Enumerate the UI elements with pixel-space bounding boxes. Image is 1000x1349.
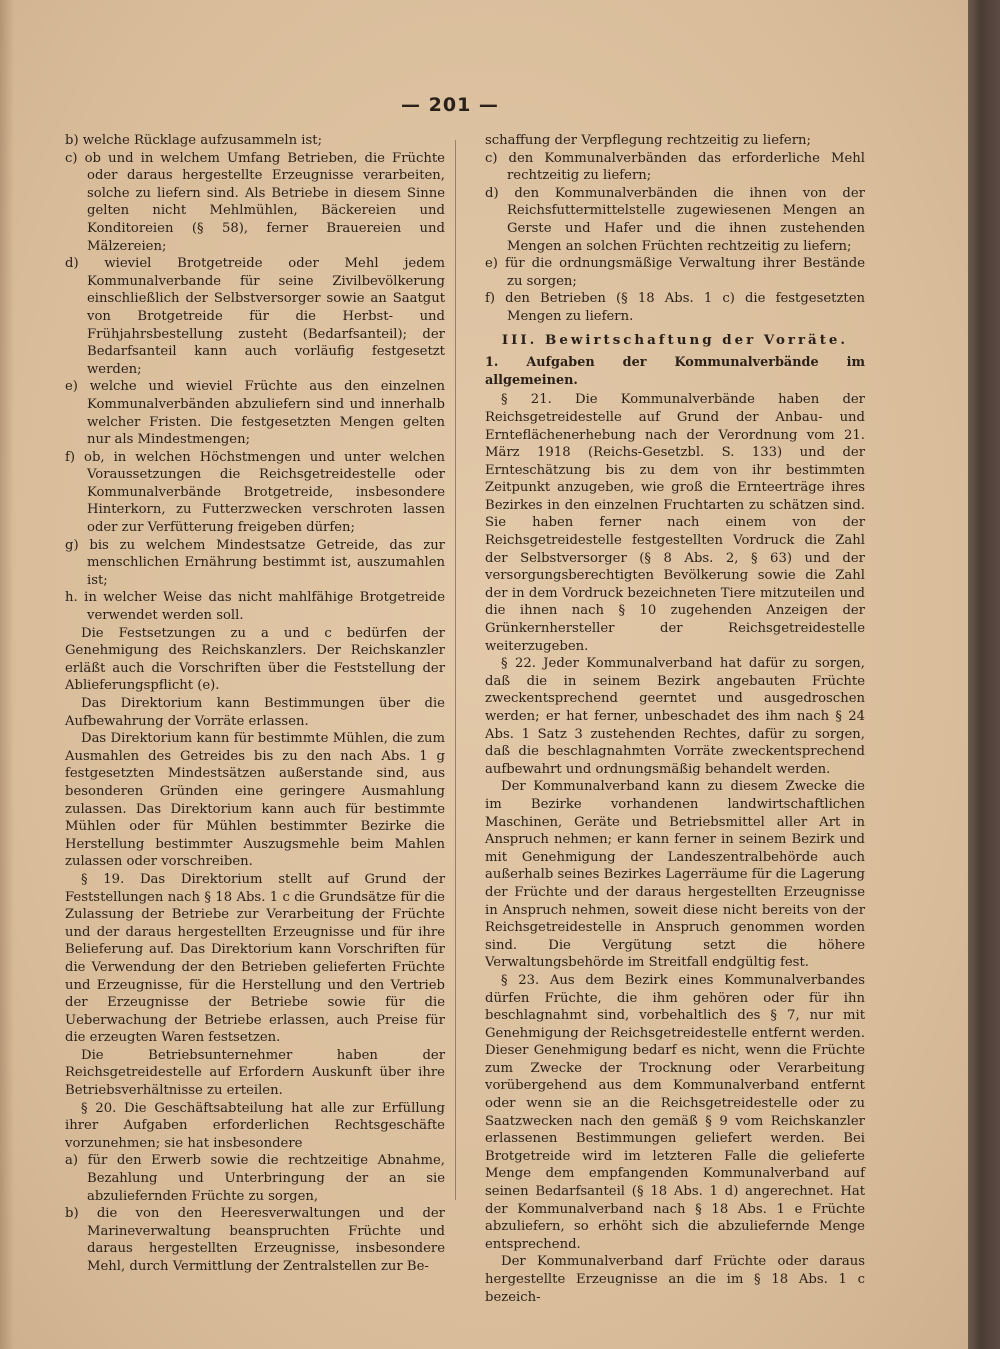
left-list-item: h. in welcher Weise das nicht mahlfähige Brotgetreide verwendet werden soll. [65, 590, 445, 624]
right-continued-text: schaffung der Verpflegung rechtzeitig zu liefern; [485, 133, 811, 148]
left-list-item: c) ob und in welchem Umfang Betrieben, die Früchte oder daraus hergestellte Erzeugnisse verarbeiten, solche zu liefern sind. Als Betriebe in diesem Sinne gelten nicht Mehlmühlen, Bäckereien und Konditoreien (§ 58), ferner Brauereien und Mälzereien; [65, 150, 445, 254]
left-paragraph: Das Direktorium kann für bestimmte Mühlen, die zum Ausmahlen des Getreides bis zu den nach Abs. 1 g festgesetzten Mindestsätzen außerstande sind, aus besonderen Gründen eine geringere Ausmahlung zulassen. Das Direktorium kann auch für bestimmte Mühlen oder für Mühlen bestimmter Bezirke die Herstellung bestimmter Auszugsmehle beim Mahlen zulassen oder vorschreiben. [65, 731, 445, 870]
right-subsection-heading: 1. Aufgaben der Kommunalverbände im allgemeinen. [485, 355, 865, 388]
right-section-heading: III. Bewirtschaftung der Vorräte. [501, 331, 849, 348]
right-paragraph: Der Kommunalverband darf Früchte oder daraus hergestellte Erzeugnisse an die im § 18 Abs. 1 c bezeich- [485, 1254, 865, 1305]
left-list-item: b) die von den Heeresverwaltungen und der Marineverwaltung beanspruchten Früchte und daraus hergestellten Erzeugnisse, insbesondere Mehl, durch Vermittlung der Zentralstellen zur Be- [65, 1206, 445, 1274]
right-list-item: e) für die ordnungsmäßige Verwaltung ihrer Bestände zu sorgen; [485, 256, 865, 289]
right-list-item: d) den Kommunalverbänden die ihnen von der Reichsfuttermittelstelle zugewiesenen Mengen an Gerste und Hafer und die ihnen zustehenden Mengen an solchen Früchten rechtzeitig zu liefern; [485, 185, 865, 254]
left-paragraph: Das Direktorium kann Bestimmungen über die Aufbewahrung der Vorräte erlassen. [65, 696, 445, 729]
left-column [65, 132, 445, 1276]
left-paragraph: § 20. Die Geschäftsabteilung hat alle zur Erfüllung ihrer Aufgaben erforderlichen Rechtsgeschäfte vorzunehmen; sie hat insbesondere [65, 1100, 445, 1151]
right-paragraph: § 21. Die Kommunalverbände haben der Reichsgetreidestelle auf Grund der Anbau- und Ernteflächenerhebung nach der Verordnung vom 21. März 1918 (Reichs-Gesetzbl. S. 133) und der Ernteschätzung bis zu dem von ihr bestimmten Zeitpunkt anzugeben, wie groß die Ernteerträge ihres Bezirkes in den einzelnen Fruchtarten zu schätzen sind. Sie haben ferner nach einem von der Reichsgetreidestelle festgestellten Vordruck die Zahl der Selbstversorger (§ 8 Abs. 2, § 63) und der versorgungsberechtigten Bevölkerung sowie die Zahl der in dem Vordruck bezeichneten Tiere mitzuteilen und die ihnen nach § 10 zugehenden Anzeigen der Grünkernhersteller der Reichsgetreidestelle weiterzugeben. [485, 392, 865, 654]
left-paragraph: § 19. Das Direktorium stellt auf Grund der Feststellungen nach § 18 Abs. 1 c die Grundsätze für die Zulassung der Betriebe zur Verarbeitung der Früchte und der daraus hergestellten Erzeugnisse und für ihre Belieferung auf. Das Direktorium kann Vorschriften für die Verwendung der den Betrieben gelieferten Früchte und Erzeugnisse, für die Herstellung und den Vertrieb der Erzeugnisse der Betriebe sowie für die Ueberwachung der Betriebe erlassen, auch Preise für die erzeugten Waren festsetzen. [65, 871, 445, 1046]
column-divider [455, 140, 456, 1200]
left-list-item: f) ob, in welchen Höchstmengen und unter welchen Voraussetzungen die Reichsgetreidestelle oder Kommunalverbände Brotgetreide, insbesondere Hinterkorn, zu Futterzwecken verschroten lassen oder zur Verfütterung freigeben dürfen; [65, 449, 445, 536]
left-list-item: a) für den Erwerb sowie die rechtzeitige Abnahme, Bezahlung und Unterbringung der an sie abzuliefernden Früchte zu sorgen, [65, 1153, 445, 1204]
left-list-item: d) wieviel Brotgetreide oder Mehl jedem Kommunalverbande für seine Zivilbevölkerung einschließlich der Selbstversorger sowie an Saatgut von Brotgetreide für die Herbst- und Frühjahrsbestellung zusteht (Bedarfsanteil); der Bedarfsanteil kann auch vorläufig festgesetzt werden; [65, 256, 445, 377]
left-list-item: g) bis zu welchem Mindestsatze Getreide, das zur menschlichen Ernährung bestimmt ist, auszumahlen ist; [65, 537, 445, 588]
page-number: — 201 — [401, 94, 499, 116]
book-spine [968, 0, 1000, 1349]
left-list-item: e) welche und wieviel Früchte aus den einzelnen Kommunalverbänden abzuliefern sind und innerhalb welcher Fristen. Die festgesetzten Mengen gelten nur als Mindestmengen; [65, 379, 445, 448]
left-list-item: b) welche Rücklage aufzusammeln ist; [65, 133, 323, 148]
left-paragraph: Die Betriebsunternehmer haben der Reichsgetreidestelle auf Erfordern Auskunft über ihre Betriebsverhältnisse zu erteilen. [65, 1047, 445, 1099]
left-paragraph: Die Festsetzungen zu a und c bedürfen der Genehmigung des Reichskanzlers. Der Reichskanzler erläßt auch die Vorschriften über die Feststellung der Ablieferungspflicht (e). [65, 625, 445, 694]
right-paragraph: Der Kommunalverband kann zu diesem Zwecke die im Bezirke vorhandenen landwirtschaftlichen Maschinen, Geräte und Betriebsmittel aller Art in Anspruch nehmen; er kann ferner in seinem Bezirk und mit Genehmigung der Landeszentralbehörde auch außerhalb seines Bezirkes Lagerräume für die Lagerung der Früchte und der daraus hergestellten Erzeugnisse in Anspruch nehmen, soweit diese nicht bereits von der Reichsgetreidestelle in Anspruch genommen worden sind. Die Vergütung setzt die höhere Verwaltungsbehörde im Streitfall endgültig fest. [485, 779, 865, 971]
right-column [485, 132, 865, 1306]
right-paragraph: § 23. Aus dem Bezirk eines Kommunalverbandes dürfen Früchte, die ihm gehören oder für ihn beschlagnahmt sind, vorbehaltlich des § 7, nur mit Genehmigung der Reichsgetreidestelle entfernt werden. Dieser Genehmigung bedarf es nicht, wenn die Früchte zum Zwecke der Trocknung oder Verarbeitung vorübergehend aus dem Kommunalverband entfernt oder wenn sie an die Reichsgetreidestelle oder zu Saatzwecken nach den gemäß § 9 vom Reichskanzler erlassenen Bestimmungen geliefert werden. Bei Brotgetreide wird im letzteren Falle die gelieferte Menge dem empfangenden Kommunalverband auf seinen Bedarfsanteil (§ 18 Abs. 1 d) angerechnet. Hat der Kommunalverband nach § 18 Abs. 1 e Früchte abzuliefern, so erhöht sich die abzuliefernde Menge entsprechend. [485, 972, 865, 1252]
right-paragraph: § 22. Jeder Kommunalverband hat dafür zu sorgen, daß die in seinem Bezirk angebauten Früchte zweckentsprechend geerntet und ausgedroschen werden; er hat ferner, unbeschadet des ihm nach § 24 Abs. 1 Satz 3 zustehenden Rechtes, dafür zu sorgen, daß die beschlagnahmten Vorräte zweckentsprechend aufbewahrt und ordnungsmäßig behandelt werden. [485, 656, 865, 777]
right-list-item: c) den Kommunalverbänden das erforderliche Mehl rechtzeitig zu liefern; [485, 150, 865, 184]
right-list-item: f) den Betrieben (§ 18 Abs. 1 c) die festgesetzten Mengen zu liefern. [485, 291, 865, 324]
